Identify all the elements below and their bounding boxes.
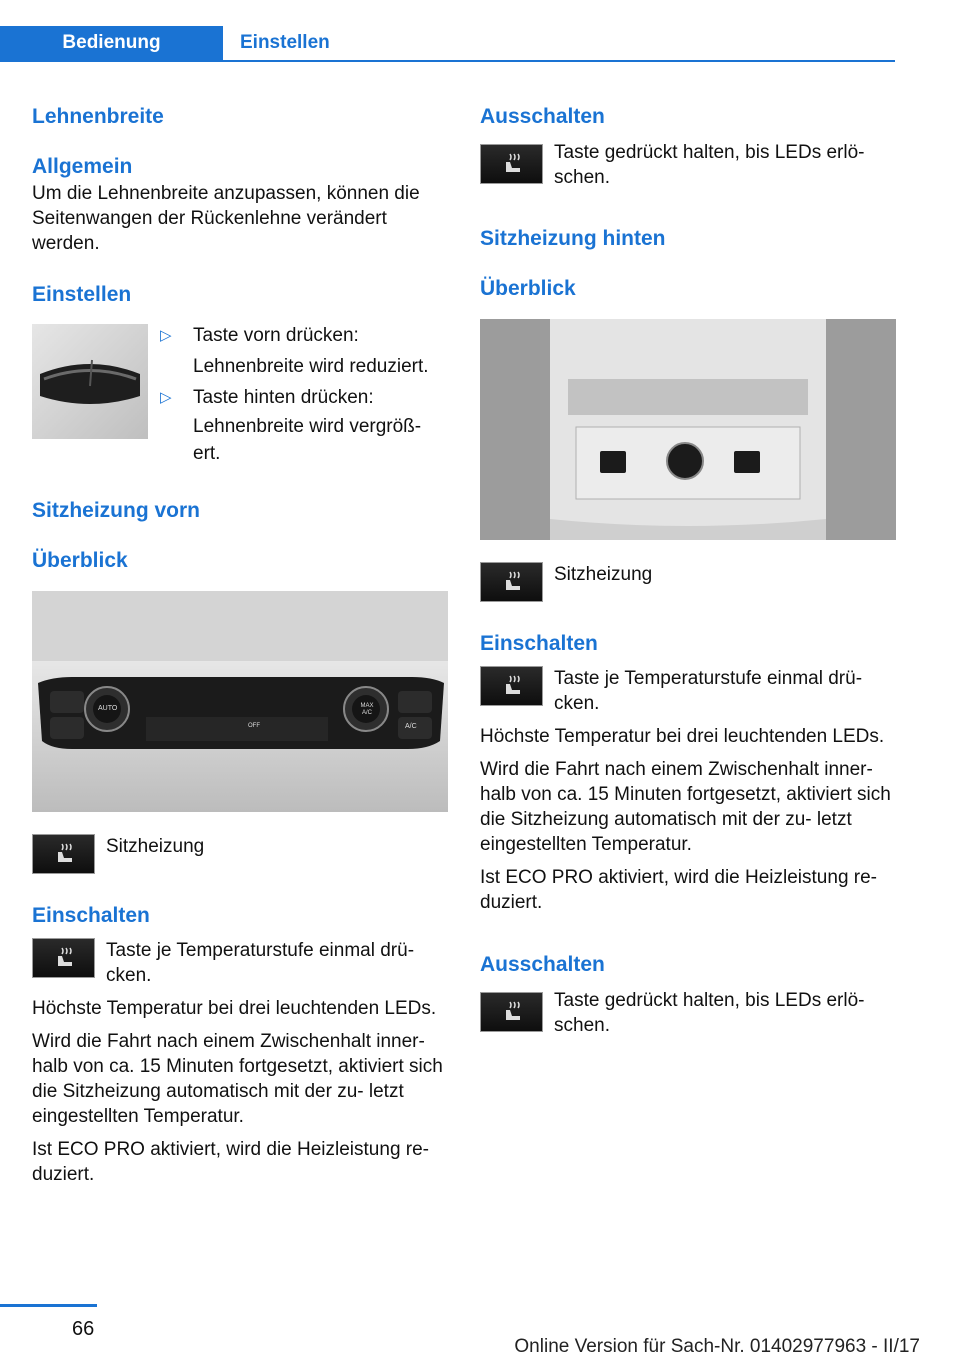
seat-heating-icon (480, 562, 543, 602)
ausschalten-text-hinten: Taste gedrückt halten, bis LEDs erlö- schen. (554, 990, 865, 1036)
seat-heating-glyph (498, 1000, 526, 1024)
bullet-title: Taste hinten drücken: (193, 387, 374, 408)
bullet-triangle-icon: ▷ (160, 327, 172, 344)
heading-ausschalten-hinten: Ausschalten (480, 953, 605, 976)
seat-heating-icon (480, 992, 543, 1032)
einschalten-text-hinten: Taste je Temperaturstufe einmal drü- cken. (554, 668, 863, 714)
online-version-note: Online Version für Sach-Nr. 01402977963 - II/17 (514, 1336, 920, 1357)
heading-sitzheizung-vorn: Sitzheizung vorn (32, 499, 200, 522)
einschalten-row-hinten (480, 666, 896, 716)
tab-einstellen[interactable]: Einstellen (240, 32, 330, 53)
heading-einstellen: Einstellen (32, 283, 132, 306)
paragraph-zwischenhalt: Wird die Fahrt nach einem Zwischenhalt inner- halb von ca. 15 Minuten fortgesetzt, aktiviert sich die Sitzheizung automatisch mit der zu- letzt eingestellten Temperatur. (32, 1031, 443, 1127)
seat-heating-icon (32, 938, 95, 978)
header-divider (0, 60, 895, 62)
einschalten-text: Taste je Temperaturstufe einmal drü- cken. (106, 940, 415, 986)
climate-panel-illustration (32, 591, 448, 812)
seat-heating-glyph (498, 674, 526, 698)
heading-sitzheizung-hinten: Sitzheizung hinten (480, 227, 666, 250)
rear-climate-panel-image (480, 319, 896, 540)
seat-heating-icon (480, 144, 543, 184)
label-max-ac: MAX A/C (360, 703, 374, 716)
paragraph-hoechste-temperatur-hinten: Höchste Temperatur bei drei leuchtenden LEDs. (480, 726, 885, 747)
seat-heating-glyph (50, 946, 78, 970)
seat-heating-glyph (50, 842, 78, 866)
right-column (480, 98, 896, 1038)
seat-heating-icon (32, 834, 95, 874)
left-column (32, 98, 448, 1187)
label-ac: A/C (405, 723, 417, 730)
ausschalten-row-hinten (480, 992, 896, 1038)
seat-heating-icon (480, 666, 543, 706)
icon-label: Sitzheizung (106, 836, 205, 857)
einstellen-block (32, 324, 448, 467)
paragraph-eco-pro-hinten: Ist ECO PRO aktiviert, wird die Heizleistung re- duziert. (480, 867, 878, 913)
heading-einschalten-hinten: Einschalten (480, 632, 598, 655)
label-auto: AUTO (98, 705, 118, 712)
einstellen-list (160, 320, 448, 467)
tab-bedienung[interactable]: Bedienung (0, 26, 223, 60)
backrest-switch-illustration (32, 324, 148, 439)
paragraph-allgemein: Um die Lehnenbreite anzupassen, können die Seitenwangen der Rückenlehne verändert werden. (32, 183, 420, 254)
top-navigation (0, 0, 960, 62)
heading-lehnenbreite: Lehnenbreite (32, 105, 164, 128)
front-climate-panel-image (32, 591, 448, 812)
bullet-triangle-icon: ▷ (160, 389, 172, 406)
icon-label-hinten: Sitzheizung (554, 564, 653, 585)
heading-ausschalten: Ausschalten (480, 105, 605, 128)
bullet-item-vorn (160, 320, 448, 382)
heading-ueberblick-hinten: Überblick (480, 277, 576, 300)
einschalten-row (32, 938, 448, 988)
seat-heating-glyph (498, 570, 526, 594)
label-off: OFF (248, 723, 260, 729)
backrest-switch-image (32, 324, 148, 439)
bullet-item-hinten (160, 382, 448, 467)
paragraph-zwischenhalt-hinten: Wird die Fahrt nach einem Zwischenhalt inner- halb von ca. 15 Minuten fortgesetzt, aktiviert sich die Sitzheizung automatisch mit der zu- letzt eingestellten Temperatur. (480, 759, 891, 855)
bullet-title: Taste vorn drücken: (193, 325, 359, 346)
ausschalten-text: Taste gedrückt halten, bis LEDs erlö- schen. (554, 142, 865, 188)
bullet-detail: Lehnenbreite wird vergröß- ert. (193, 416, 422, 464)
heading-einschalten: Einschalten (32, 904, 150, 927)
heading-ueberblick: Überblick (32, 549, 128, 572)
rear-panel-illustration (480, 319, 896, 540)
paragraph-eco-pro: Ist ECO PRO aktiviert, wird die Heizleistung re- duziert. (32, 1139, 430, 1185)
sitzheizung-icon-row (32, 834, 448, 874)
seat-heating-glyph (498, 152, 526, 176)
page-number: 66 (72, 1318, 95, 1340)
bullet-detail: Lehnenbreite wird reduziert. (193, 356, 429, 377)
paragraph-hoechste-temperatur: Höchste Temperatur bei drei leuchtenden LEDs. (32, 998, 437, 1019)
ausschalten-row (480, 144, 896, 190)
heading-allgemein: Allgemein (32, 155, 133, 178)
footer-divider (0, 1304, 97, 1307)
sitzheizung-icon-row-hinten (480, 562, 896, 602)
